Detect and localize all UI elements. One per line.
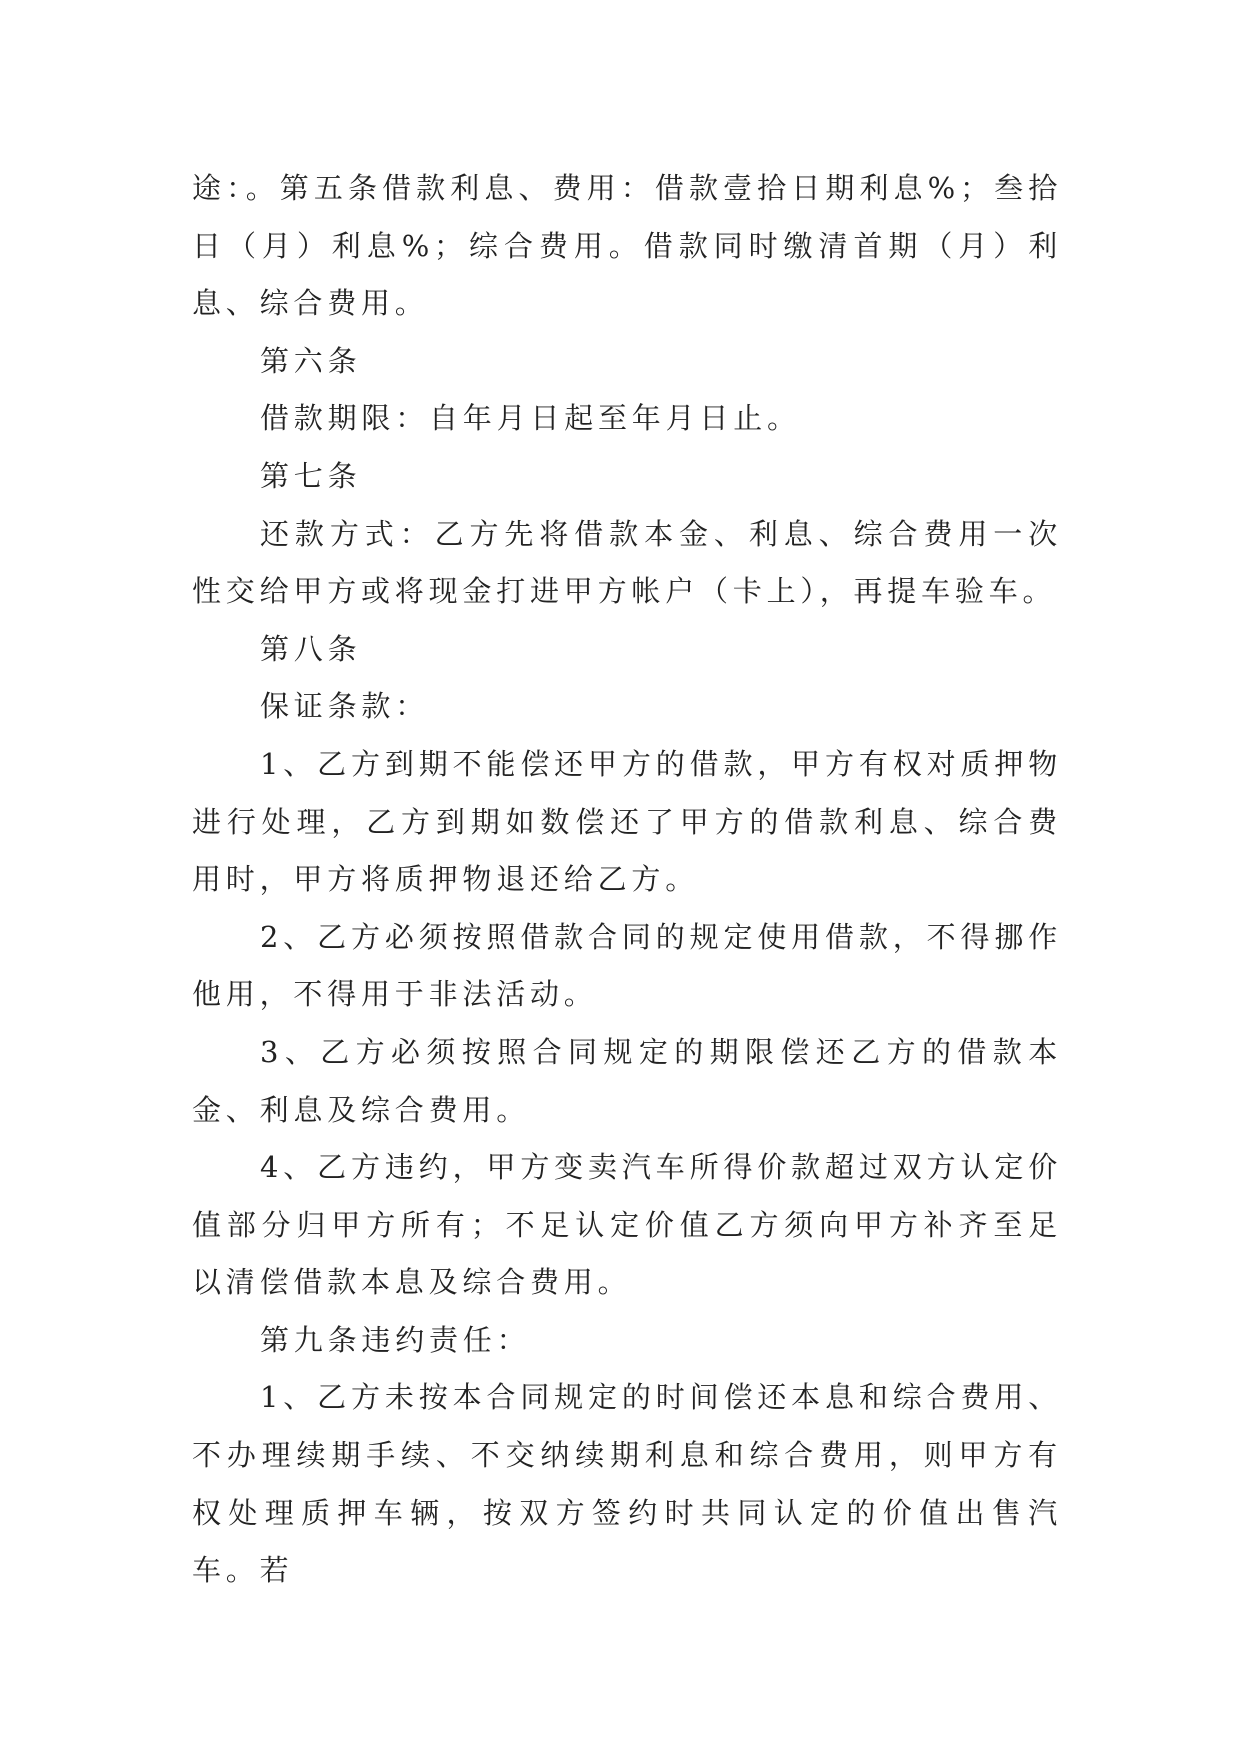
paragraph-article-5-interest: 途：。第五条借款利息、费用：借款壹拾日期利息%；叁拾日（月）利息%；综合费用。借款同时缴清首期（月）利息、综合费用。: [192, 171, 1062, 321]
paragraph-guarantee-clause-heading: 保证条款：: [260, 689, 430, 724]
paragraph-article-9-heading: 第九条违约责任：: [260, 1322, 531, 1357]
document-body: [192, 160, 1062, 1600]
paragraph-guarantee-item-2: 2、乙方必须按照借款合同的规定使用借款，不得挪作他用，不得用于非法活动。: [192, 919, 1062, 1012]
paragraph-guarantee-item-3: 3、乙方必须按照合同规定的期限偿还乙方的借款本金、利息及综合费用。: [192, 1034, 1062, 1127]
paragraph-liability-item-1: 1、乙方未按本合同规定的时间偿还本息和综合费用、不办理续期手续、不交纳续期利息和综合费用，则甲方有权处理质押车辆，按双方签约时共同认定的价值出售汽车。若: [192, 1380, 1062, 1588]
paragraph-article-6-heading: 第六条: [260, 343, 362, 378]
paragraph-guarantee-item-4: 4、乙方违约，甲方变卖汽车所得价款超过双方认定价值部分归甲方所有；不足认定价值乙方须向甲方补齐至足以清偿借款本息及综合费用。: [192, 1150, 1062, 1300]
paragraph-guarantee-item-1: 1、乙方到期不能偿还甲方的借款，甲方有权对质押物进行处理，乙方到期如数偿还了甲方的借款利息、综合费用时，甲方将质押物退还给乙方。: [192, 746, 1062, 897]
paragraph-loan-term: 借款期限：自年月日起至年月日止。: [260, 401, 801, 436]
paragraph-article-8-heading: 第八条: [260, 631, 362, 666]
paragraph-repayment-method: 还款方式：乙方先将借款本金、利息、综合费用一次性交给甲方或将现金打进甲方帐户（卡上），再提车验车。: [192, 516, 1062, 609]
paragraph-article-7-heading: 第七条: [260, 458, 362, 493]
